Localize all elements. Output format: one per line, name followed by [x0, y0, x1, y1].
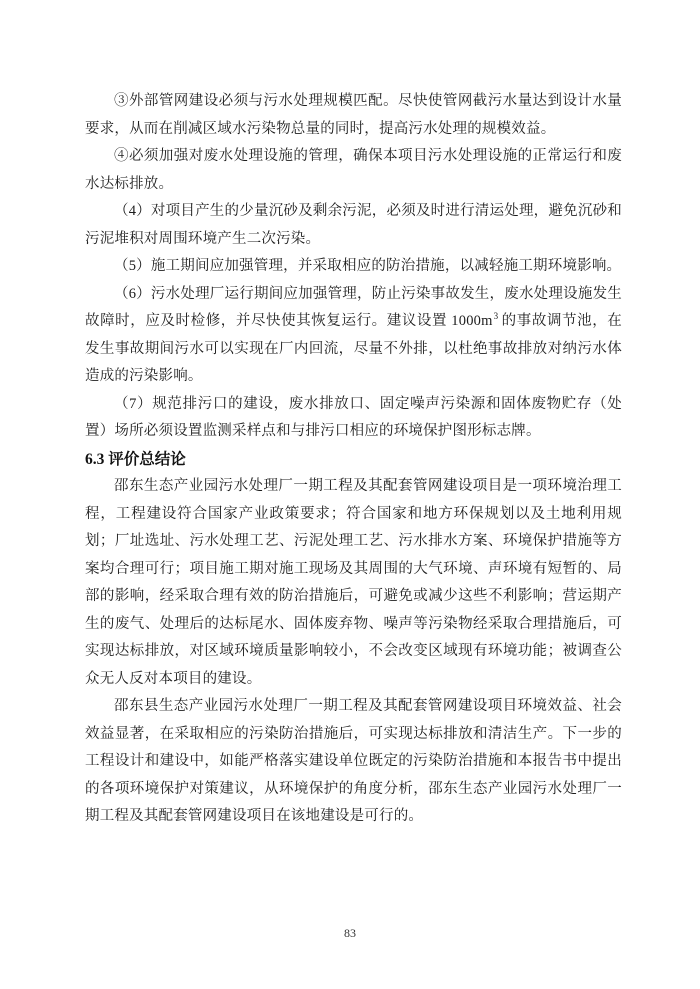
- paragraph-item-6-accident-basin: [85, 281, 622, 391]
- page-number: 83: [344, 926, 356, 940]
- paragraph-circled-3-outer-network: ③外部管网建设必须与污水处理规模匹配。尽快使管网截污水量达到设计水量要求，从而在削减区域水污染物总量的同时，提高污水处理的规模效益。: [85, 93, 622, 137]
- paragraph-item-4-sludge: （4）对项目产生的少量沉砂及剩余污泥，必须及时进行清运处理，避免沉砂和污泥堆积对周围环境产生二次污染。: [85, 203, 622, 247]
- section-heading-6-3: 6.3 评价总结论: [85, 450, 186, 468]
- paragraph-item-5-construction: （5）施工期间应加强管理，并采取相应的防治措施，以减轻施工期环境影响。: [114, 258, 622, 274]
- paragraph-item-6-text-before: （6）污水处理厂运行期间应加强管理，防止污染事故发生，废水处理设施发生故障时，应及时检修，并尽快使其恢复运行。建议设置 1000m: [85, 285, 622, 329]
- paragraph-conclusion-overall: 邵东生态产业园污水处理厂一期工程及其配套管网建设项目是一项环境治理工程，工程建设符合国家产业政策要求；符合国家和地方环保规划以及土地利用规划；厂址选址、污水处理工艺、污泥处理工艺、污水排水方案、环境保护措施等方案均合理可行；项目施工期对施工现场及其周围的大气环境、声环境有短暂的、局部的影响，经采取合理有效的防治措施后，可避免或减少这些不利影响；营运期产生的废气、处理后的达标尾水、固体废弃物、噪声等污染物经采取合理措施后，可实现达标排放，对区域环境质量影响较小，不会改变区域现有环境功能；被调查公众无人反对本项目的建设。: [85, 478, 622, 687]
- paragraph-conclusion-feasibility: 邵东县生态产业园污水处理厂一期工程及其配套管网建设项目环境效益、社会效益显著，在采取相应的污染防治措施后，可实现达标排放和清洁生产。下一步的工程设计和建设中，如能严格落实建设单位既定的污染防治措施和本报告书中提出的各项环境保护对策建议，从环境保护的角度分析，邵东生态产业园污水处理厂一期工程及其配套管网建设项目在该地建设是可行的。: [85, 698, 622, 824]
- paragraph-item-7-outlet-signs: （7）规范排污口的建设，废水排放口、固定噪声污染源和固体废物贮存（处置）场所必须设置监测采样点和与排污口相应的环境保护图形标志牌。: [85, 395, 622, 439]
- paragraph-item-6-text-after: 的事故调节池，在发生事故期间污水可以实现在厂内回流，尽量不外排，以杜绝事故排放对纳污水体造成的污染影响。: [85, 313, 622, 384]
- paragraph-circled-4-wastewater-facility: ④必须加强对废水处理设施的管理，确保本项目污水处理设施的正常运行和废水达标排放。: [85, 148, 622, 192]
- document-body: [85, 88, 622, 831]
- cubic-meter-superscript: 3: [493, 311, 499, 322]
